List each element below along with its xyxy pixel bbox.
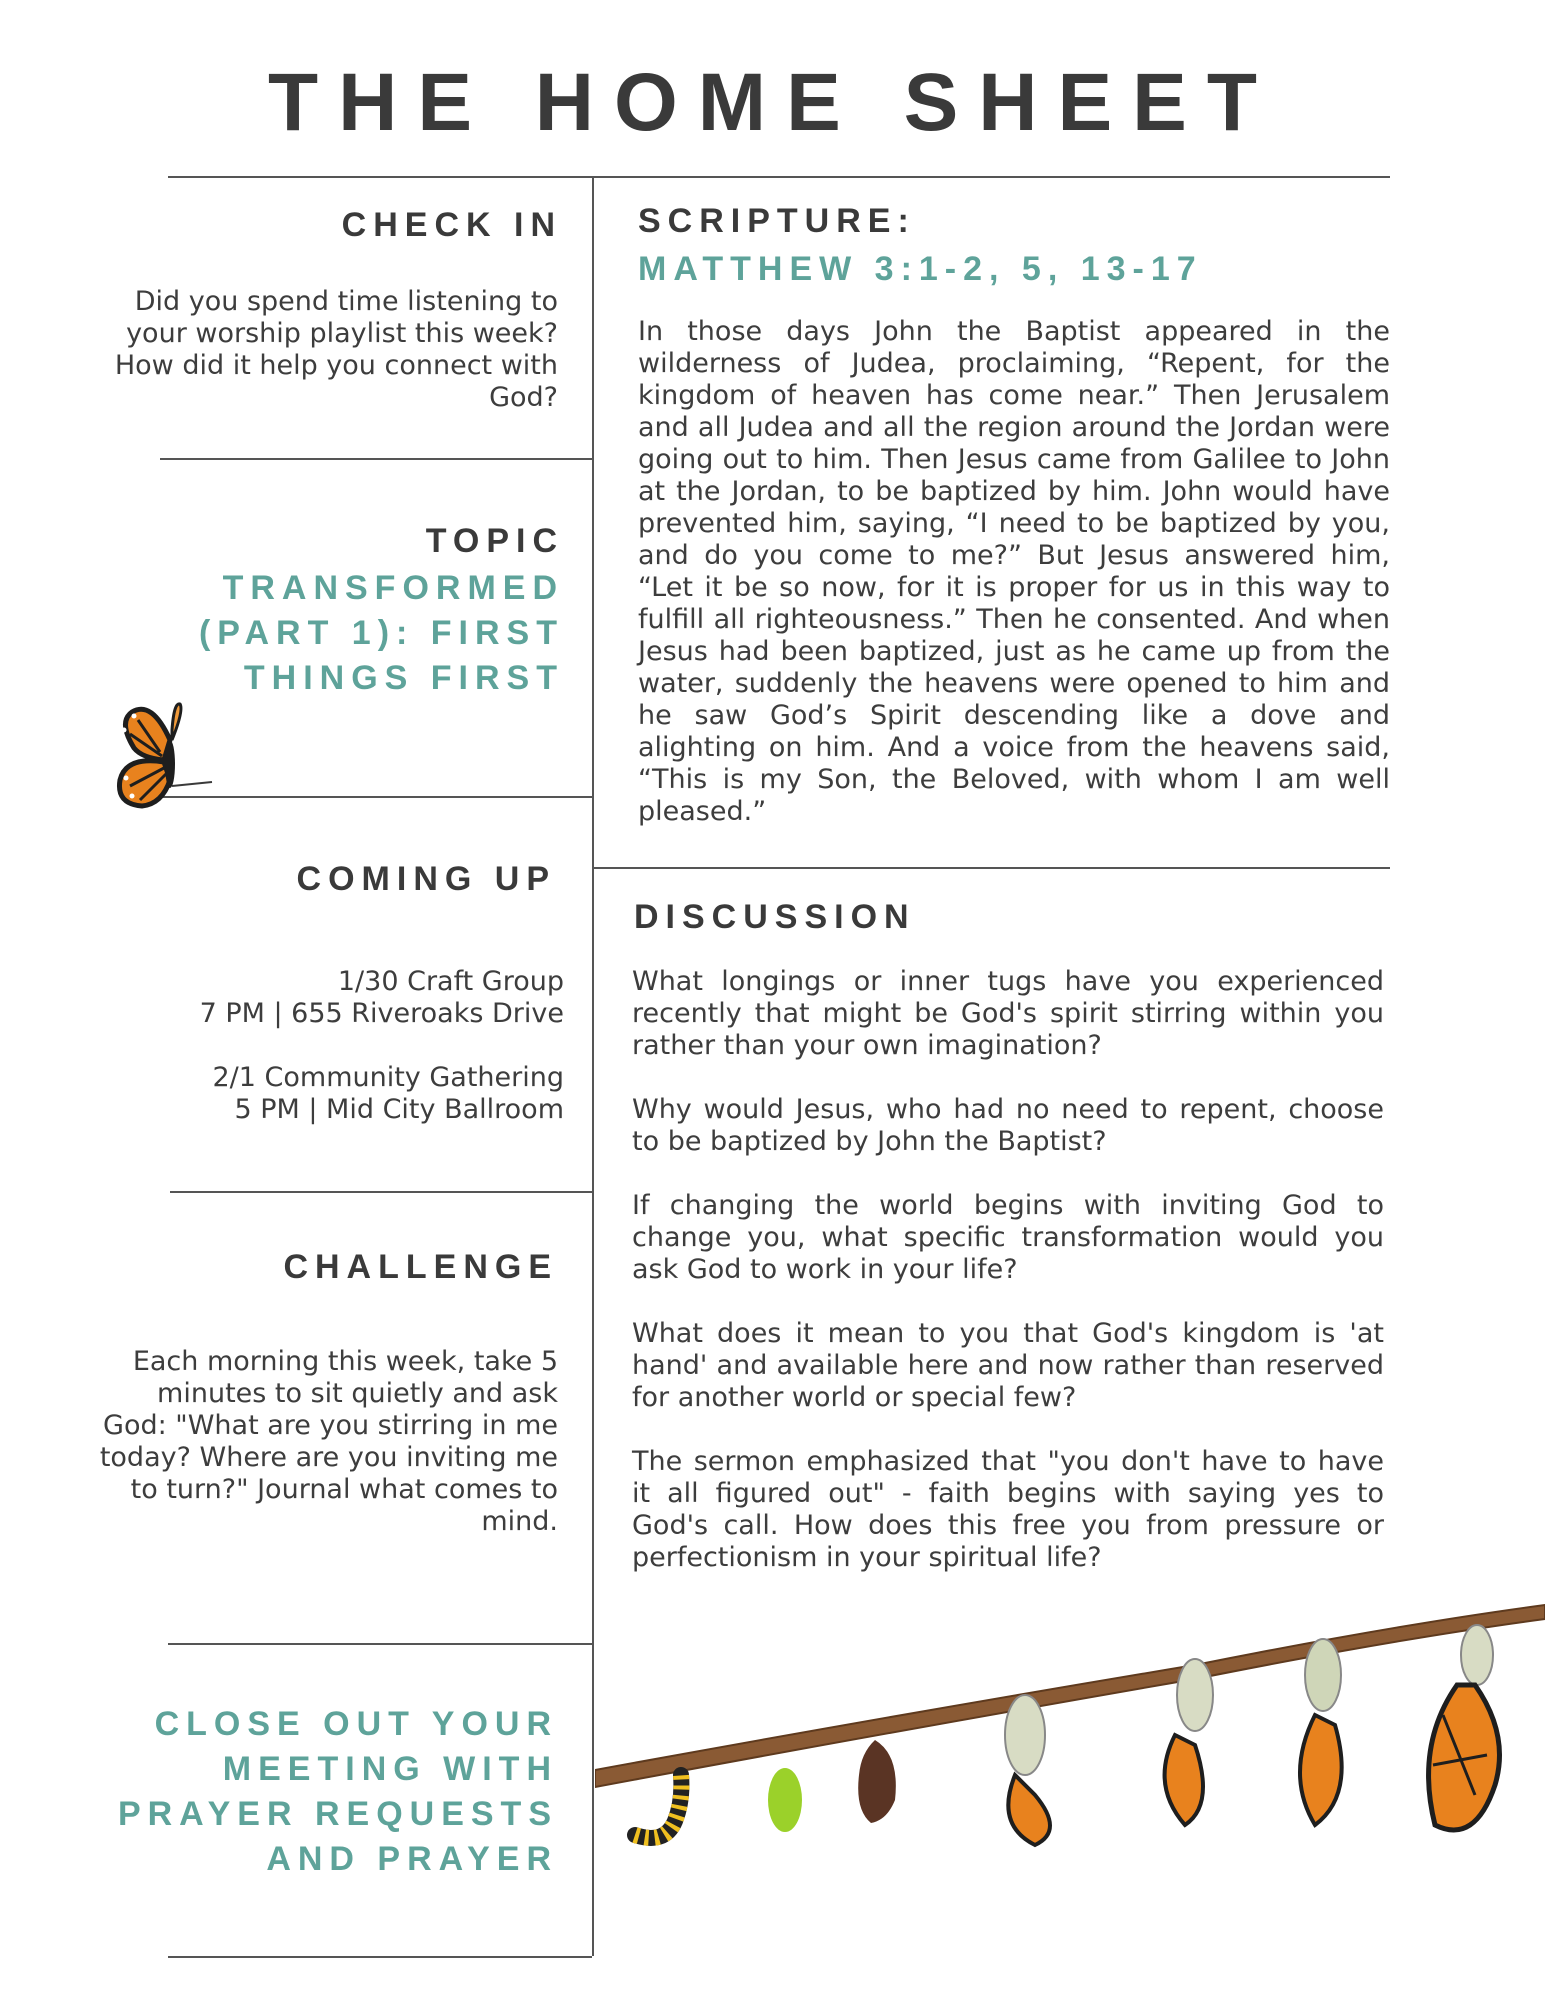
top-divider — [168, 176, 1390, 178]
metamorphosis-branch-image — [595, 1595, 1545, 1895]
discussion-question: Why would Jesus, who had no need to repent, choose to be baptized by John the Baptist? — [632, 1094, 1384, 1157]
monarch-butterfly-icon — [1429, 1625, 1500, 1830]
scripture-text: In those days John the Baptist appeared in the wilderness of Judea, proclaiming, “Repent, for the kingdom of heaven has come near.” Then Jerusalem and all Judea and all the region around the Jordan were going out to him. Then Jesus came from Galilee to John at the Jordan, to be baptized by him. John would have prevented him, saying, “I need to be baptized by you, and do you come to me?” But Jesus answered him, “Let it be so now, for it is proper for us in this way to fulfill all righteousness.” Then he consented. And when Jesus had been baptized, just as he came up from the water, suddenly the heavens were opened to him and he saw God’s Spirit descending like a dove and alighting on him. And a voice from the heavens said, “This is my Son, the Beloved, with whom I am well pleased.” — [638, 316, 1390, 827]
scripture-heading: SCRIPTURE: — [638, 202, 916, 240]
coming-up-heading: COMING UP — [296, 860, 556, 898]
discussion-question: What does it mean to you that God's kingdom is 'at hand' and available here and now rather than reserved for another world or special few? — [632, 1318, 1384, 1413]
dark-chrysalis-icon — [858, 1740, 896, 1823]
caterpillar-icon — [635, 1775, 681, 1838]
close-out-text: CLOSE OUT YOUR MEETING WITH PRAYER REQUESTS AND PRAYER — [117, 1705, 558, 1878]
challenge-text: Each morning this week, take 5 minutes to sit quietly and ask God: "What are you stirring in me today? Where are you inviting me to turn?" Journal what comes to mind. — [99, 1346, 558, 1537]
emerging-butterfly-icon — [1005, 1695, 1050, 1845]
events-list — [140, 966, 564, 1158]
discussion-question: The sermon emphasized that "you don't have to have it all figured out" - faith begins with saying yes to God's call. How does this free you from pressure or perfectionism in your spiritual life? — [632, 1446, 1384, 1573]
challenge-divider — [168, 1643, 592, 1645]
challenge-heading: CHALLENGE — [283, 1248, 558, 1286]
discussion-question: What longings or inner tugs have you experienced recently that might be God's spirit stirring within you rather than your own imagination? — [632, 966, 1384, 1061]
discussion-question: If changing the world begins with inviting God to change you, what specific transformation would you ask God to work in your life? — [632, 1190, 1384, 1285]
event-title: 1/30 Craft Group — [337, 966, 564, 997]
check-in-heading: CHECK IN — [341, 206, 562, 244]
topic-heading: TOPIC — [425, 522, 564, 560]
green-chrysalis-icon — [768, 1768, 802, 1832]
discussion-heading: DISCUSSION — [634, 898, 916, 936]
emerging-butterfly-icon — [1300, 1639, 1342, 1825]
scripture-divider — [594, 867, 1390, 869]
event-details: 5 PM | Mid City Ballroom — [234, 1094, 564, 1125]
event-item — [140, 1062, 564, 1126]
event-details: 7 PM | 655 Riveroaks Drive — [199, 998, 564, 1029]
page-title: THE HOME SHEET — [268, 57, 1277, 148]
event-item — [140, 966, 564, 1030]
check-in-divider — [160, 458, 592, 460]
column-divider — [592, 178, 594, 1956]
scripture-reference: MATTHEW 3:1-2, 5, 13-17 — [638, 250, 1203, 288]
check-in-question: Did you spend time listening to your worship playlist this week? How did it help you connect with God? — [114, 286, 558, 413]
coming-up-divider — [170, 1191, 592, 1193]
event-title: 2/1 Community Gathering — [212, 1062, 564, 1093]
bottom-divider — [168, 1956, 592, 1958]
topic-title: TRANSFORMED (PART 1): FIRST THINGS FIRST — [198, 569, 564, 697]
discussion-questions — [632, 966, 1384, 1606]
monarch-butterfly-icon — [112, 700, 217, 810]
topic-divider — [160, 796, 592, 798]
